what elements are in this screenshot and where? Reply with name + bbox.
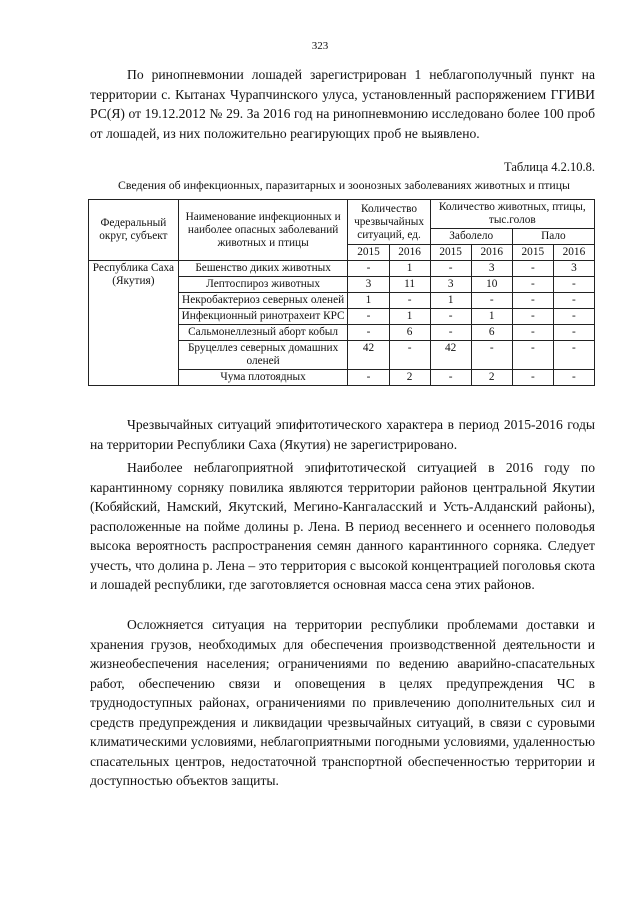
value-cell: 6 <box>471 325 512 341</box>
value-cell: 1 <box>348 293 389 309</box>
value-cell: 42 <box>430 341 471 370</box>
value-cell: - <box>389 341 430 370</box>
value-cell: 42 <box>348 341 389 370</box>
value-cell: - <box>553 277 594 293</box>
value-cell: - <box>348 325 389 341</box>
header-emergencies: Количество чрезвычайных ситуаций, ед. <box>348 200 430 245</box>
header-year: 2015 <box>348 245 389 261</box>
value-cell: 2 <box>389 370 430 386</box>
value-cell: - <box>512 277 553 293</box>
paragraph-rhinopneumonia: По ринопневмонии лошадей зарегистрирован 1 неблагополучный пункт на территории с. Кытанах Чурапчинского улуса, установленный распоряжением ГГИВИ РС(Я) от 19.12.2012 № 29. За 2016 год на ринопневмонию исследовано более 100 проб от лошадей, из них положительно реагирующих проб не выявлено. <box>90 67 595 141</box>
page-number: 323 <box>311 40 329 52</box>
value-cell: - <box>348 370 389 386</box>
value-cell: - <box>389 293 430 309</box>
value-cell: - <box>348 261 389 277</box>
value-cell: 10 <box>471 277 512 293</box>
value-cell: 3 <box>348 277 389 293</box>
disease-cell: Некробактериоз северных оленей <box>178 293 348 309</box>
value-cell: - <box>512 325 553 341</box>
table-caption: Таблица 4.2.10.8. <box>504 160 595 174</box>
value-cell: 2 <box>471 370 512 386</box>
value-cell: 1 <box>389 309 430 325</box>
value-cell: - <box>553 370 594 386</box>
value-cell: - <box>430 370 471 386</box>
value-cell: 3 <box>430 277 471 293</box>
region-cell: Республика Саха (Якутия) <box>89 261 179 386</box>
table-title: Сведения об инфекционных, паразитарных и зоонозных заболеваниях животных и птицы <box>118 178 570 192</box>
paragraph-no-emergencies: Чрезвычайных ситуаций эпифитотического характера в период 2015-2016 годы на территории Республики Саха (Якутия) не зарегистрировано. <box>90 417 595 452</box>
value-cell: - <box>512 370 553 386</box>
header-year: 2016 <box>553 245 594 261</box>
value-cell: - <box>553 325 594 341</box>
value-cell: - <box>430 261 471 277</box>
value-cell: 1 <box>389 261 430 277</box>
disease-cell: Сальмонеллезный аборт кобыл <box>178 325 348 341</box>
value-cell: 1 <box>430 293 471 309</box>
header-dead: Пало <box>512 229 594 245</box>
disease-cell: Чума плотоядных <box>178 370 348 386</box>
header-sick: Заболело <box>430 229 512 245</box>
disease-cell: Инфекционный ринотрахеит КРС <box>178 309 348 325</box>
value-cell: - <box>512 293 553 309</box>
disease-table <box>88 199 595 386</box>
header-year: 2015 <box>512 245 553 261</box>
header-year: 2016 <box>389 245 430 261</box>
header-disease: Наименование инфекционных и наиболее опасных заболеваний животных и птицы <box>178 200 348 261</box>
value-cell: - <box>430 309 471 325</box>
disease-cell: Лептоспироз животных <box>178 277 348 293</box>
header-region: Федеральный округ, субъект <box>89 200 179 261</box>
value-cell: - <box>471 341 512 370</box>
paragraph-complications: Осложняется ситуация на территории республики проблемами доставки и хранения грузов, необходимых для обеспечения производственной деятельности и жизнеобеспечения населения; ограничениями по ведению аварийно-спасательных работ, обеспечению связи и оповещения в целях предупреждения ЧС в труднодоступных районах, ограничениями по привлечению дополнительных сил и средств предупреждения и ликвидации чрезвычайных ситуаций, в связи с суровыми климатическими условиями, неблагоприятными погодными условиями, удаленностью спасательных центров, недостаточной транспортной обеспеченностью территории и доступностью объектов защиты. <box>90 617 595 788</box>
value-cell: 11 <box>389 277 430 293</box>
value-cell: 6 <box>389 325 430 341</box>
disease-cell: Бруцеллез северных домашних оленей <box>178 341 348 370</box>
value-cell: - <box>553 341 594 370</box>
value-cell: 1 <box>471 309 512 325</box>
value-cell: - <box>430 325 471 341</box>
paragraph-quarantine-weed: Наиболее неблагоприятной эпифитотической ситуацией в 2016 году по карантинному сорняку повилика являются территории районов центральной Якутии (Кобяйский, Намский, Якутский, Мегино-Кангаласский и Усть-Алданский районы), расположенные на пойме долины р. Лена. В период весеннего и осеннего половодья высока вероятность распространения семян данного карантинного сорняка. Следует учесть, что долина р. Лена – это территория с высокой концентрацией поголовья скота и лошадей республики, где заготовляется основная масса сена этих районов. <box>90 460 595 592</box>
value-cell: - <box>471 293 512 309</box>
value-cell: - <box>553 309 594 325</box>
value-cell: - <box>348 309 389 325</box>
header-year: 2016 <box>471 245 512 261</box>
value-cell: - <box>512 341 553 370</box>
value-cell: 3 <box>471 261 512 277</box>
value-cell: - <box>512 261 553 277</box>
header-year: 2015 <box>430 245 471 261</box>
header-animals: Количество животных, птицы, тыс.голов <box>430 200 594 229</box>
value-cell: 3 <box>553 261 594 277</box>
value-cell: - <box>553 293 594 309</box>
table-row <box>89 261 595 277</box>
value-cell: - <box>512 309 553 325</box>
disease-cell: Бешенство диких животных <box>178 261 348 277</box>
